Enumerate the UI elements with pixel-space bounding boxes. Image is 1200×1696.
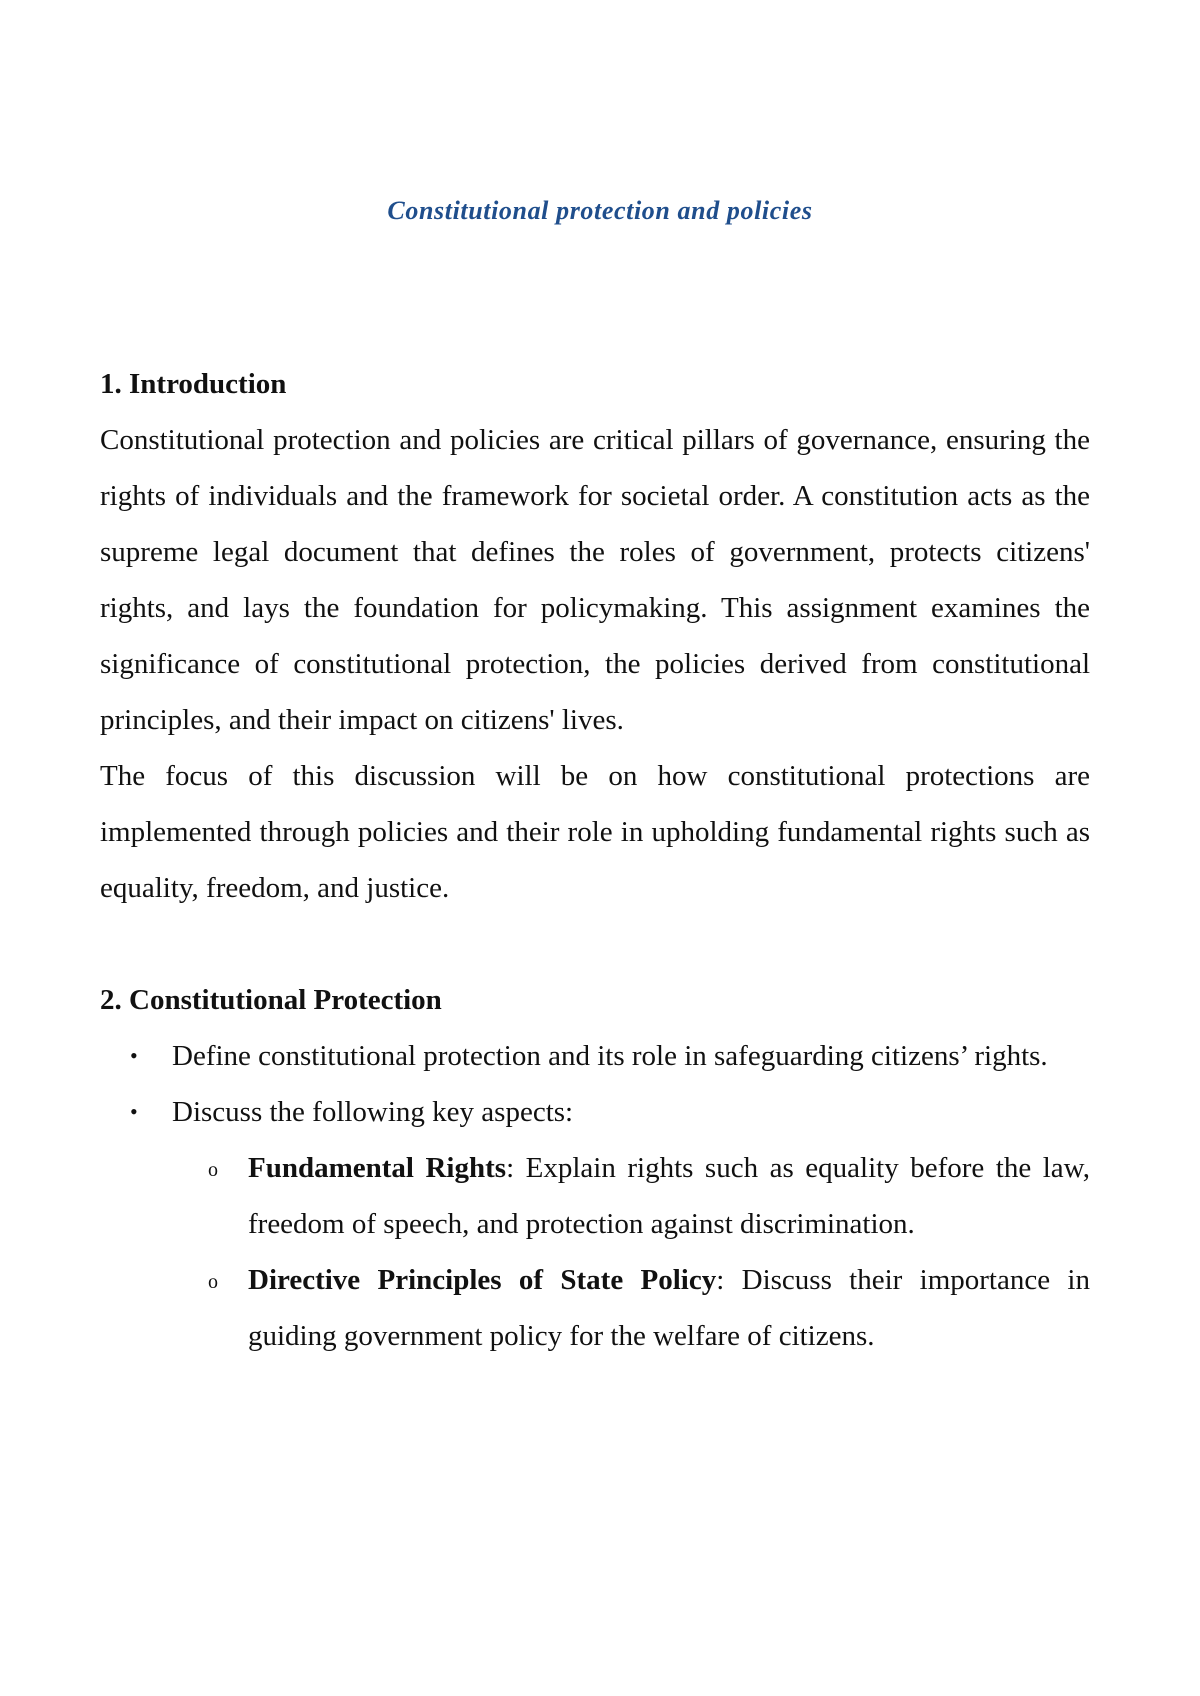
section-heading-introduction: 1. Introduction [100,368,287,400]
list-item-text: Define constitutional protection and its role in safeguarding citizens’ rights. [172,1040,1048,1072]
sub-list-item-text: : Explain rights such as equality before the law, freedom of speech, and protection against discrimination. [248,1152,1090,1240]
section-heading-constitutional-protection: 2. Constitutional Protection [100,984,442,1016]
sub-list-item [100,1252,1090,1364]
bullet-list [100,1028,1090,1364]
document-body [100,356,1090,1364]
sub-bullet-list [172,1140,1090,1364]
introduction-paragraph-2: The focus of this discussion will be on how constitutional protections are implemented through policies and their role in upholding fundamental rights such as equality, freedom, and justice. [100,760,1090,904]
hollow-bullet-icon: o [208,1271,218,1293]
bullet-icon: • [130,1043,138,1068]
sub-list-item-text: : Discuss their importance in guiding government policy for the welfare of citizens. [248,1264,1090,1352]
term-directive-principles: Directive Principles of State Policy [248,1264,717,1296]
list-item-text: Discuss the following key aspects: [172,1096,574,1128]
sub-list-item [100,1140,1090,1252]
list-item [100,1028,1090,1084]
section-spacer [100,916,1090,972]
term-fundamental-rights: Fundamental Rights [248,1152,507,1184]
document-title: Constitutional protection and policies [387,196,813,225]
list-item [100,1084,1090,1364]
hollow-bullet-icon: o [208,1159,218,1181]
introduction-paragraph-1: Constitutional protection and policies are critical pillars of governance, ensuring the rights of individuals and the framework for societal order. A constitution acts as the supreme legal document that defines the roles of government, protects citizens' rights, and lays the foundation for policymaking. This assignment examines the significance of constitutional protection, the policies derived from constitutional principles, and their impact on citizens' lives. [100,424,1090,736]
bullet-icon: • [130,1099,138,1124]
